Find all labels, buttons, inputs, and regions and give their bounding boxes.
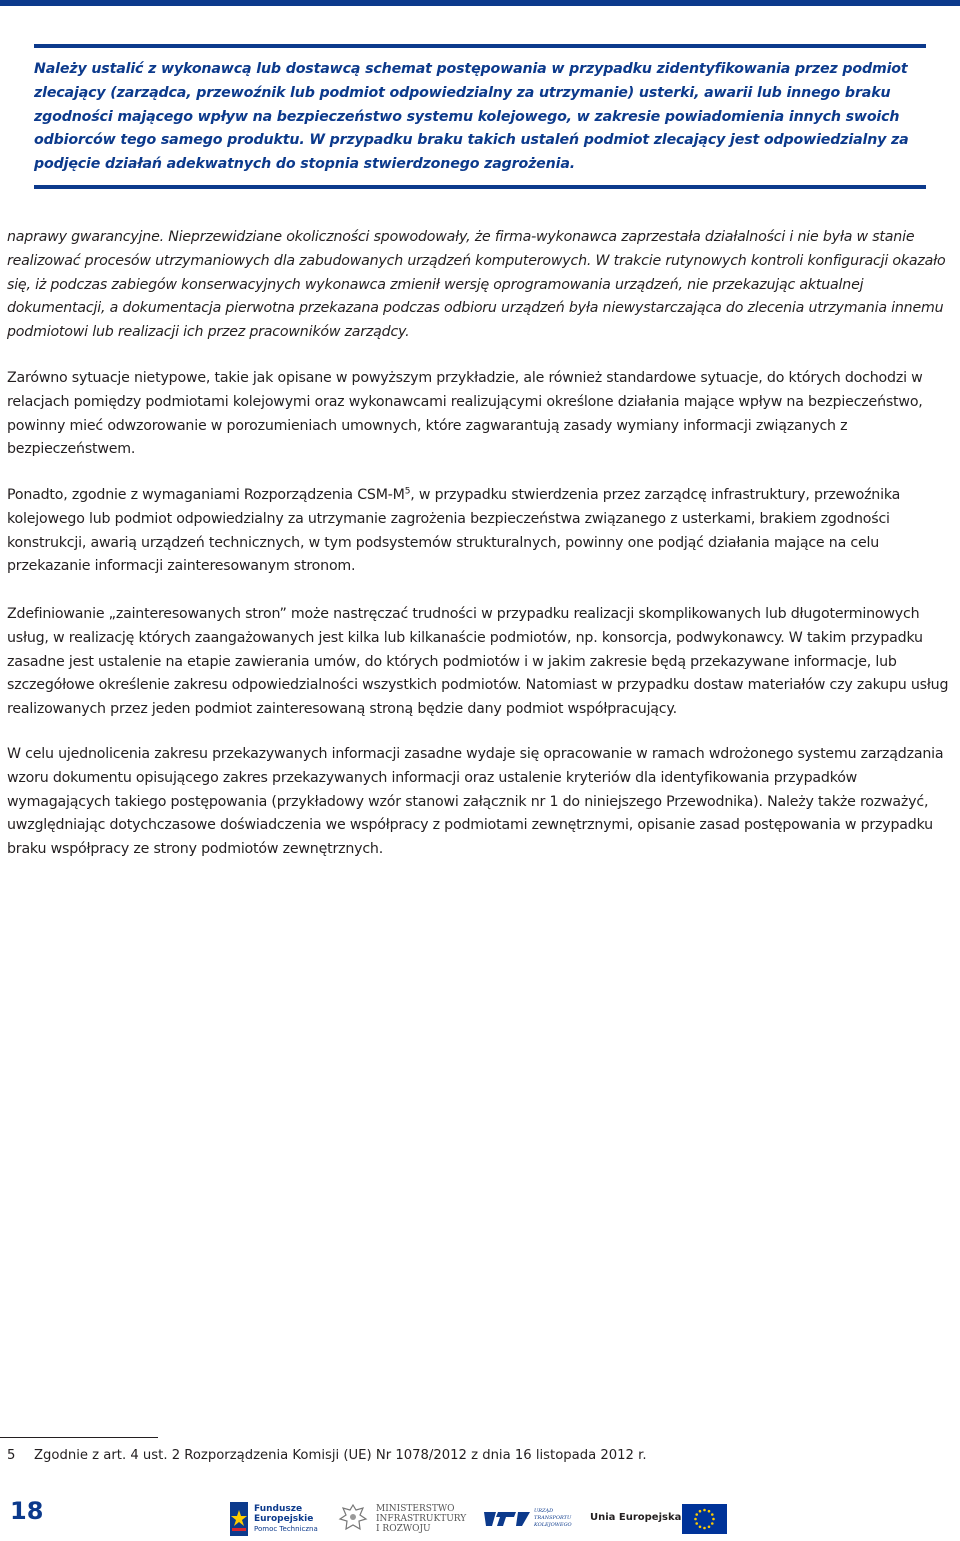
eu-star-icon xyxy=(708,1510,711,1513)
eu-star-icon xyxy=(703,1527,706,1530)
eu-star-icon xyxy=(711,1513,714,1516)
eu-star-icon xyxy=(695,1522,698,1525)
eu-star-icon xyxy=(711,1522,714,1525)
eu-star-icon xyxy=(699,1525,702,1528)
footnote-number: 5 xyxy=(7,1448,16,1463)
callout-bottom-rule xyxy=(34,185,926,189)
footnote-text: Zgodnie z art. 4 ust. 2 Rozporządzenia Komisji (UE) Nr 1078/2012 z dnia 16 listopada 2012 r. xyxy=(34,1448,647,1463)
callout-top-rule xyxy=(34,44,926,48)
eu-star-icon xyxy=(712,1518,715,1521)
fundusze-europejskie-logo: Fundusze Europejskie Pomoc Techniczna xyxy=(230,1500,320,1538)
unia-europejska-logo: Unia Europejska xyxy=(590,1504,730,1534)
eu-star-icon xyxy=(708,1525,711,1528)
footnote-ref: 5 xyxy=(404,486,411,497)
paragraph-2: Zarówno sytuacje nietypowe, takie jak opisane w powyższym przykładzie, ale również standardowe sytuacje, do których dochodzi w relacjach pomiędzy podmiotami kolejowymi oraz wykonawcami realizującymi określone działania mające wpływ na bezpieczeństwo, powinny mieć odwzorowanie w porozumieniach umownych, które zagwarantują zasady wymiany informacji związanych z bezpieczeństwem. xyxy=(7,370,923,458)
paragraph-5: W celu ujednolicenia zakresu przekazywanych informacji zasadne wydaje się opracowanie w ramach wdrożonego systemu zarządzania wzoru dokumentu opisującego zakres przekazywanych informacji oraz ustalenie kryteriów dla identyfikowania przypadków wymagających takiego postępowania (przykładowy wzór stanowi załącznik nr 1 do niniejszego Przewodnika). Należy także rozważyć, uwzględniając dotychczasowe doświadczenia we współpracy z podmiotami zewnętrznymi, opisanie zasad postępowania w przypadku braku współpracy ze strony podmiotów zewnętrznych. xyxy=(7,746,944,858)
footnote xyxy=(7,1447,647,1465)
ministerstwo-logo: MINISTERSTWO INFRASTRUKTURY I ROZWOJU xyxy=(338,1500,468,1538)
page-number: 18 xyxy=(10,1497,44,1525)
top-blue-line xyxy=(0,0,960,6)
eagle-icon xyxy=(338,1502,368,1536)
eu-star-icon xyxy=(703,1509,706,1512)
footnote-rule xyxy=(0,1437,158,1438)
utk-mark-icon xyxy=(482,1508,532,1530)
eu-star-icon xyxy=(699,1510,702,1513)
utk-logo: URZĄD TRANSPORTU KOLEJOWEGO xyxy=(482,1508,582,1534)
callout-text: Należy ustalić z wykonawcą lub dostawcą schemat postępowania w przypadku zidentyfikowania przez podmiot zlecający (zarządca, przewoźnik lub podmiot odpowiedzialny za utrzymanie) usterki, awarii lub innego braku zgodności mającego wpływ na bezpieczeństwo systemu kolejowego, w zakresie powiadomienia innych swoich odbiorców tego samego produktu. W przypadku braku takich ustaleń podmiot zlecający jest odpowiedzialny za podjęcie działań adekwatnych do stopnia stwierdzonego zagrożenia. xyxy=(34,61,909,173)
eu-flag-icon xyxy=(682,1504,727,1534)
paragraph-3: Ponadto, zgodnie z wymaganiami Rozporządzenia CSM-$M^5$, w przypadku stwierdzenia przez zarządcę infrastruktury, przewoźnika kolejowego lub podmiot odpowiedzialny za utrzymanie zagrożenia bezpieczeństwa związanego z usterkami, brakiem zgodności konstrukcji, awarią urządzeń technicznych, w tym podsystemów strukturalnych, powinny one podjąć działania mające na celu przekazanie informacji zainteresowanym stronom. xyxy=(7,486,901,575)
fe-star-icon xyxy=(230,1502,252,1536)
eu-star-icon xyxy=(695,1513,698,1516)
paragraph-4: Zdefiniowanie „zainteresowanych stron” może nastręczać trudności w przypadku realizacji skomplikowanych lub długoterminowych usług, w realizację których zaangażowanych jest kilka lub kilkanaście podmiotów, np. konsorcja, podwykonawcy. W takim przypadku zasadne jest ustalenie na etapie zawierania umów, do których podmiotów i w jakim zakresie będą przekazywane informacje, lub szczegółowe określenie zakresu odpowiedzialności wszystkich podmiotów. Natomiast w przypadku dostaw materiałów czy zakupu usług realizowanych przez jeden podmiot zainteresowaną stroną będzie dany podmiot współpracujący. xyxy=(7,606,949,718)
paragraph-1: naprawy gwarancyjne. Nieprzewidziane okoliczności spowodowały, że firma-wykonawca zaprzestała działalności i nie była w stanie realizować procesów utrzymaniowych dla zabudowanych urządzeń komputerowych. W trakcie rutynowych kontroli konfiguracji okazało się, iż podczas zabiegów konserwacyjnych wykonawca zmienił wersję oprogramowania urządzeń, nie przekazując aktualnej dokumentacji, a dokumentacja pierwotna przekazana podczas odbioru urządzeń była niewystarczająca do zlecenia utrzymania innemu podmiotowi lub realizacji ich przez pracowników zarządcy. xyxy=(7,229,946,341)
eu-star-icon xyxy=(694,1518,697,1521)
